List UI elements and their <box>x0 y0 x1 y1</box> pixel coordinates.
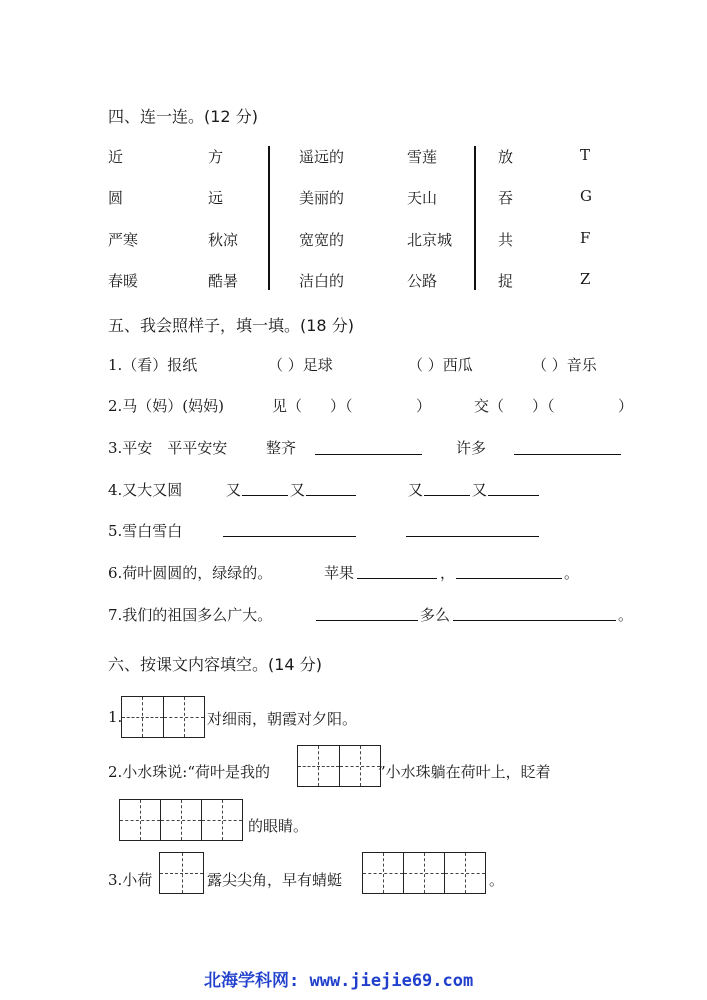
match-item: F <box>580 229 591 247</box>
q4-you: 又 <box>226 481 242 499</box>
q4-example: 4.又大又圆 <box>108 481 183 499</box>
tianzige-grid[interactable] <box>362 852 486 894</box>
q1-blank-b: （ ）西瓜 <box>408 356 473 374</box>
s6-q2-text1: 2.小水珠说:“荷叶是我的 <box>108 763 271 781</box>
q7-example: 7.我们的祖国多么广大。 <box>108 606 273 624</box>
match-item: 秋凉 <box>208 231 239 249</box>
s6-q1-num: 1. <box>108 708 123 726</box>
q6-end: 。 <box>564 564 580 582</box>
answer-blank[interactable] <box>406 522 539 537</box>
match-item: 遥远的 <box>299 148 345 166</box>
match-item: Z <box>580 270 591 288</box>
match-item: 吞 <box>498 189 514 207</box>
q2-a-rest: ）（ <box>330 397 353 415</box>
match-item: T <box>580 146 591 164</box>
q2-b-rest: ）（ <box>532 397 555 415</box>
match-item: 严寒 <box>108 231 139 249</box>
section6-title: 六、按课文内容填空。(14 分) <box>108 655 322 674</box>
q1-blank-c: （ ）音乐 <box>532 356 597 374</box>
q2-example: 2.马（妈）(妈妈) <box>108 397 225 415</box>
q2-a-end: ） <box>416 397 432 415</box>
section5-title: 五、我会照样子，填一填。(18 分) <box>108 316 354 335</box>
match-item: 雪莲 <box>407 148 438 166</box>
match-item: 北京城 <box>407 231 453 249</box>
match-item: 远 <box>208 189 224 207</box>
match-item: 圆 <box>108 189 124 207</box>
divider-line <box>268 146 270 290</box>
match-item: 捉 <box>498 272 514 290</box>
match-item: 洁白的 <box>299 272 345 290</box>
q2-b-end: ） <box>618 397 634 415</box>
match-item: 共 <box>498 231 514 249</box>
match-item: 天山 <box>407 189 438 207</box>
tianzige-grid[interactable] <box>297 745 381 787</box>
answer-blank[interactable] <box>357 564 437 579</box>
match-item: G <box>580 187 592 205</box>
q6-comma: ， <box>440 564 456 582</box>
answer-blank[interactable] <box>424 481 470 496</box>
match-item: 美丽的 <box>299 189 345 207</box>
answer-blank[interactable] <box>453 606 616 621</box>
answer-blank[interactable] <box>316 606 418 621</box>
match-item: 方 <box>208 148 224 166</box>
s6-q2-text2: ”小水珠躺在荷叶上，眨着 <box>378 763 551 781</box>
q4-you: 又 <box>290 481 306 499</box>
answer-blank[interactable] <box>315 440 422 455</box>
q6-a: 苹果 <box>324 564 355 582</box>
q4-you: 又 <box>472 481 488 499</box>
answer-blank[interactable] <box>242 481 288 496</box>
answer-blank[interactable] <box>223 522 356 537</box>
match-item: 放 <box>498 148 514 166</box>
q1-example: 1.（看）报纸 <box>108 356 198 374</box>
q7-mid: 多么 <box>420 606 451 624</box>
match-item: 公路 <box>407 272 438 290</box>
q2-a-char: 见（ <box>272 397 303 415</box>
match-item: 酷暑 <box>208 272 239 290</box>
q4-you: 又 <box>408 481 424 499</box>
s6-q3-text2: 露尖尖角，早有蜻蜓 <box>207 871 343 889</box>
section4-title: 四、连一连。(12 分) <box>108 107 258 126</box>
q3-a: 整齐 <box>266 439 297 457</box>
match-item: 春暖 <box>108 272 139 290</box>
tianzige-grid[interactable] <box>119 799 243 841</box>
q1-blank-a: （ ）足球 <box>268 356 333 374</box>
q5-example: 5.雪白雪白 <box>108 522 183 540</box>
s6-q3-text1: 3.小荷 <box>108 871 153 889</box>
match-item: 宽宽的 <box>299 231 345 249</box>
match-item: 近 <box>108 148 124 166</box>
s6-q2-text3: 的眼睛。 <box>248 817 309 835</box>
divider-line <box>474 146 476 290</box>
tianzige-grid[interactable] <box>159 852 204 894</box>
q7-end: 。 <box>618 606 634 624</box>
tianzige-grid[interactable] <box>121 696 205 738</box>
answer-blank[interactable] <box>456 564 562 579</box>
answer-blank[interactable] <box>306 481 356 496</box>
footer-watermark[interactable]: 北海学科网: www.jiejie69.com <box>204 971 474 991</box>
s6-q3-end: 。 <box>489 871 505 889</box>
answer-blank[interactable] <box>488 481 539 496</box>
q6-example: 6.荷叶圆圆的，绿绿的。 <box>108 564 273 582</box>
q2-b-char: 交（ <box>474 397 505 415</box>
q3-example: 3.平安 平平安安 <box>108 439 228 457</box>
s6-q1-text: 对细雨，朝霞对夕阳。 <box>207 710 358 728</box>
q3-b: 许多 <box>456 439 487 457</box>
answer-blank[interactable] <box>514 440 621 455</box>
